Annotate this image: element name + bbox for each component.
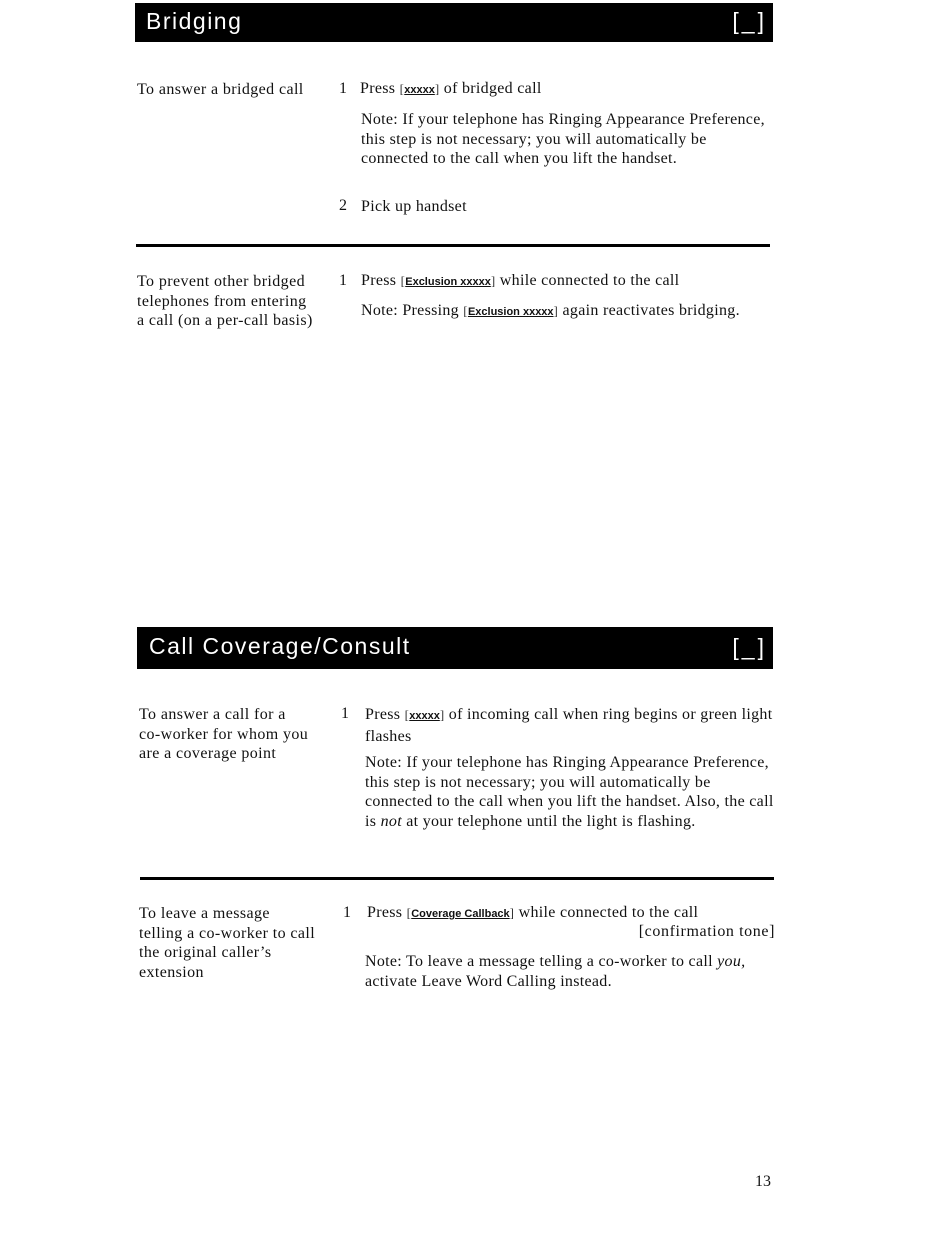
step-text: while connected to the call xyxy=(518,904,699,921)
step-instruction: Press [Exclusion xxxxx] while connected to the call xyxy=(361,272,680,289)
note-text: Note: Pressing xyxy=(361,302,459,319)
feature-button-key: Coverage Callback xyxy=(411,908,510,920)
section-divider xyxy=(140,877,774,880)
note-text: activate Leave Word Calling instead. xyxy=(365,972,612,990)
step-note: Note: If your telephone has Ringing Appearance Preference, this step is not necessary; you will automatically be connected to the call when you lift the handset. xyxy=(361,111,765,167)
step-number: 1 xyxy=(339,272,347,289)
step-note xyxy=(365,952,765,991)
task-label: To answer a bridged call xyxy=(137,81,304,98)
task-label: To prevent other bridged telephones from entering a call (on a per-call basis) xyxy=(137,273,313,329)
feature-button-key: xxxxx xyxy=(404,84,435,96)
step-number: 1 xyxy=(339,80,347,97)
step-instruction: Press [Coverage Callback] while connected to the call xyxy=(367,904,699,921)
feature-button-key: Exclusion xxxxx xyxy=(405,276,491,288)
step-press: Press xyxy=(361,272,397,289)
step-instruction: Pick up handset xyxy=(361,198,467,215)
step-text: of incoming call when ring begins or green light flashes xyxy=(365,706,773,745)
step-instruction: Press [xxxxx] of bridged call xyxy=(360,80,542,97)
page-number: 13 xyxy=(755,1173,771,1190)
step-note xyxy=(365,753,777,831)
step-number: 1 xyxy=(341,705,349,722)
step-press: Press xyxy=(367,904,403,921)
note-text: again reactivates bridging. xyxy=(562,302,740,319)
note-text: at your telephone until the light is flashing. xyxy=(406,812,696,830)
step-press: Press xyxy=(365,706,401,723)
feature-button-key: Exclusion xxxxx xyxy=(467,306,554,318)
feature-button-key: xxxxx xyxy=(409,710,440,722)
section-title: Call Coverage/Consult xyxy=(149,633,411,659)
step-text: of bridged call xyxy=(443,80,542,97)
note-text: Note: If your telephone has Ringing Appearance Preference, this step is not necessary; you will automatically be connected to the call when you lift the handset. Also, the call is xyxy=(365,754,774,830)
task-label: To leave a message telling a co-worker to call the original caller’s extension xyxy=(139,905,316,981)
step-instruction: Press [xxxxx] of incoming call when ring begins or green light flashes xyxy=(365,706,773,745)
note-emphasis: not xyxy=(380,812,402,830)
task-label: To answer a call for a co-worker for whom you are a coverage point xyxy=(139,706,309,762)
checkbox-marker: [_] xyxy=(732,634,767,660)
step-note: Note: Pressing [Exclusion xxxxx] again reactivates bridging. xyxy=(361,302,740,319)
step-text: while connected to the call xyxy=(499,272,680,289)
step-press: Press xyxy=(360,80,396,97)
bridging-header-bar xyxy=(135,3,773,42)
checkbox-marker: [_] xyxy=(732,8,767,34)
section-divider xyxy=(136,244,770,247)
note-emphasis: you, xyxy=(717,953,746,970)
coverage-header-bar xyxy=(137,627,773,669)
note-text: Note: To leave a message telling a co-worker to call xyxy=(365,953,713,970)
step-number: 1 xyxy=(343,904,351,921)
step-result: [confirmation tone] xyxy=(638,923,775,940)
section-title: Bridging xyxy=(146,8,243,34)
step-number: 2 xyxy=(339,197,347,214)
